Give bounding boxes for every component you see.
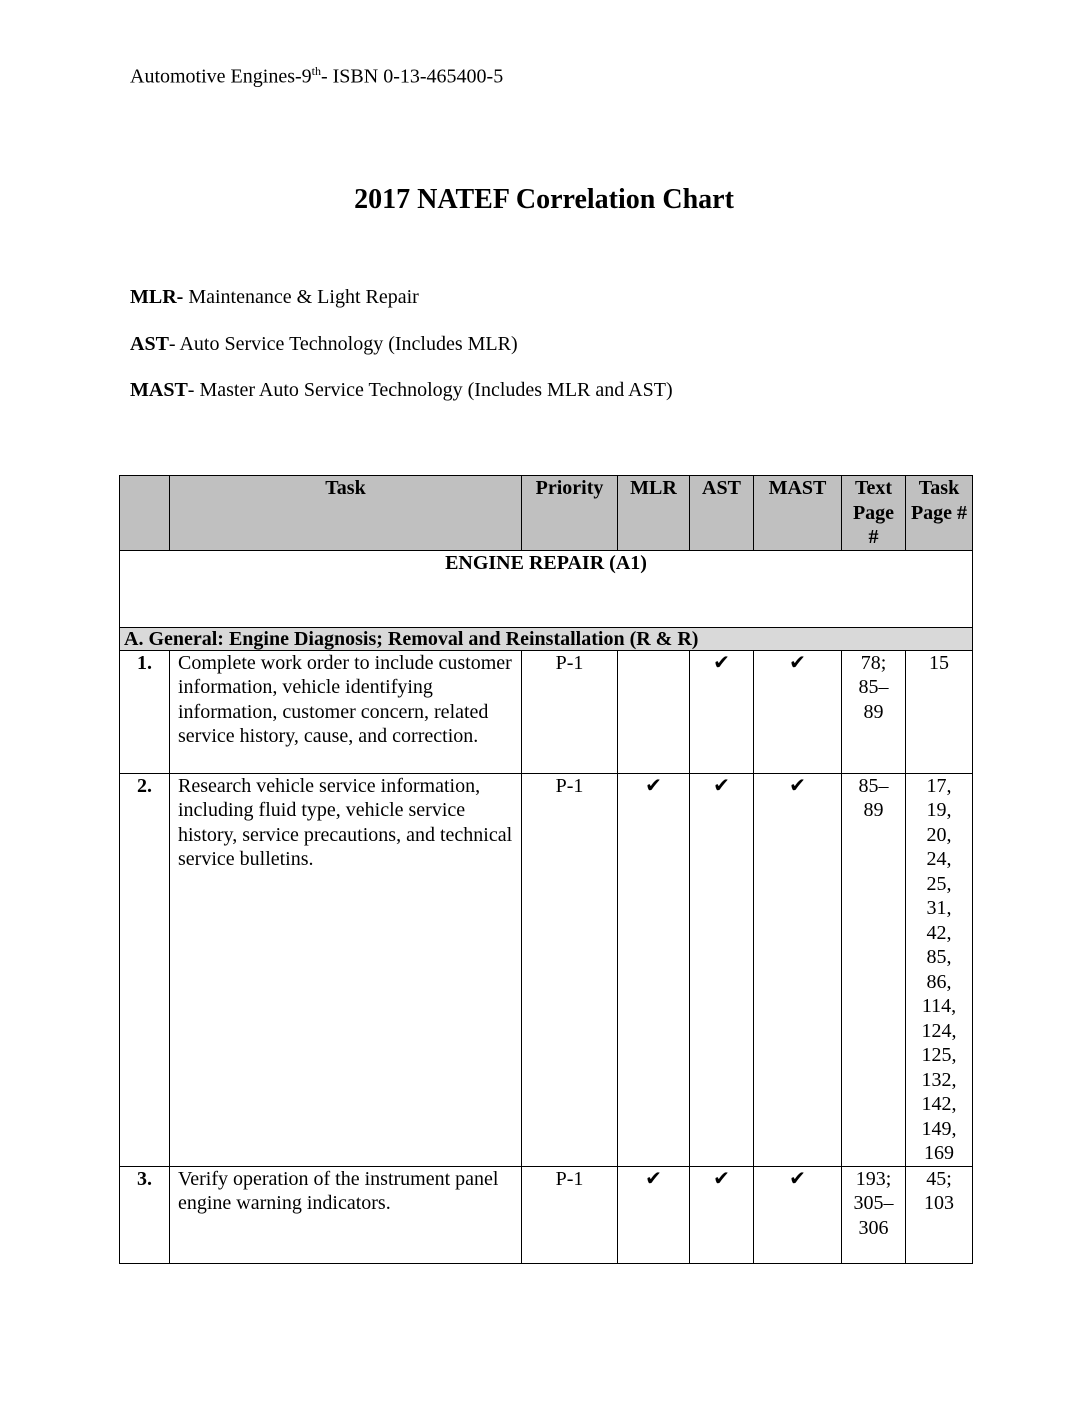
legend-ast-abbr: AST bbox=[130, 333, 169, 355]
section-heading: ENGINE REPAIR (A1) bbox=[120, 550, 973, 627]
subsection-heading: A. General: Engine Diagnosis; Removal and Reinstallation (R & R) bbox=[120, 627, 973, 650]
mast-check-icon: ✔ bbox=[754, 650, 842, 773]
legend-mast bbox=[130, 379, 673, 402]
col-header-mlr: MLR bbox=[618, 476, 690, 551]
mast-check-icon: ✔ bbox=[754, 1166, 842, 1263]
task-description: Verify operation of the instrument panel engine warning indicators. bbox=[170, 1166, 522, 1263]
ast-check-icon: ✔ bbox=[690, 1166, 754, 1263]
task-page-cell: 15 bbox=[906, 650, 973, 773]
task-page-cell: 17, 19, 20, 24, 25, 31, 42, 85, 86, 114, 124, 125, 132, 142, 149, 169 bbox=[906, 773, 973, 1166]
task-page-cell: 45; 103 bbox=[906, 1166, 973, 1263]
col-header-text-page: Text Page # bbox=[842, 476, 906, 551]
table-row bbox=[120, 1166, 973, 1263]
legend-mast-abbr: MAST bbox=[130, 379, 188, 401]
task-description: Research vehicle service information, including fluid type, vehicle service history, service precautions, and technical service bulletins. bbox=[170, 773, 522, 1166]
page-title: 2017 NATEF Correlation Chart bbox=[354, 184, 734, 215]
col-header-mast: MAST bbox=[754, 476, 842, 551]
table-row bbox=[120, 773, 973, 1166]
ast-check-icon: ✔ bbox=[690, 650, 754, 773]
col-header-ast: AST bbox=[690, 476, 754, 551]
col-header-task-page: Task Page # bbox=[906, 476, 973, 551]
task-number: 1. bbox=[120, 650, 170, 773]
legend-mast-text: - Master Auto Service Technology (Includes MLR and AST) bbox=[187, 379, 673, 401]
task-description: Complete work order to include customer information, vehicle identifying information, customer concern, related service history, cause, and correction. bbox=[170, 650, 522, 773]
col-header-num bbox=[120, 476, 170, 551]
text-page-cell: 85– 89 bbox=[842, 773, 906, 1166]
legend-ast bbox=[130, 333, 518, 356]
ast-check-icon: ✔ bbox=[690, 773, 754, 1166]
subsection-row bbox=[120, 627, 973, 650]
task-number: 3. bbox=[120, 1166, 170, 1263]
priority-cell: P-1 bbox=[522, 650, 618, 773]
edition-superscript: th bbox=[311, 64, 321, 78]
task-number: 2. bbox=[120, 773, 170, 1166]
legend-mlr-text: Maintenance & Light Repair bbox=[183, 286, 419, 308]
mlr-check-icon: ✔ bbox=[618, 1166, 690, 1263]
mlr-cell bbox=[618, 650, 690, 773]
legend-ast-text: - Auto Service Technology (Includes MLR) bbox=[168, 333, 518, 355]
isbn: - ISBN 0-13-465400-5 bbox=[320, 65, 504, 88]
mast-check-icon: ✔ bbox=[754, 773, 842, 1166]
running-header bbox=[130, 64, 503, 89]
text-page-cell: 193; 305– 306 bbox=[842, 1166, 906, 1263]
text-page-cell: 78; 85– 89 bbox=[842, 650, 906, 773]
legend-mlr bbox=[130, 286, 419, 309]
section-row bbox=[120, 550, 973, 627]
book-title: Automotive Engines-9 bbox=[130, 65, 312, 88]
mlr-check-icon: ✔ bbox=[618, 773, 690, 1166]
header-row bbox=[120, 476, 973, 551]
table-row bbox=[120, 650, 973, 773]
priority-cell: P-1 bbox=[522, 1166, 618, 1263]
correlation-table bbox=[119, 475, 973, 1264]
legend-mlr-abbr: MLR- bbox=[130, 286, 184, 308]
col-header-priority: Priority bbox=[522, 476, 618, 551]
col-header-task: Task bbox=[170, 476, 522, 551]
priority-cell: P-1 bbox=[522, 773, 618, 1166]
